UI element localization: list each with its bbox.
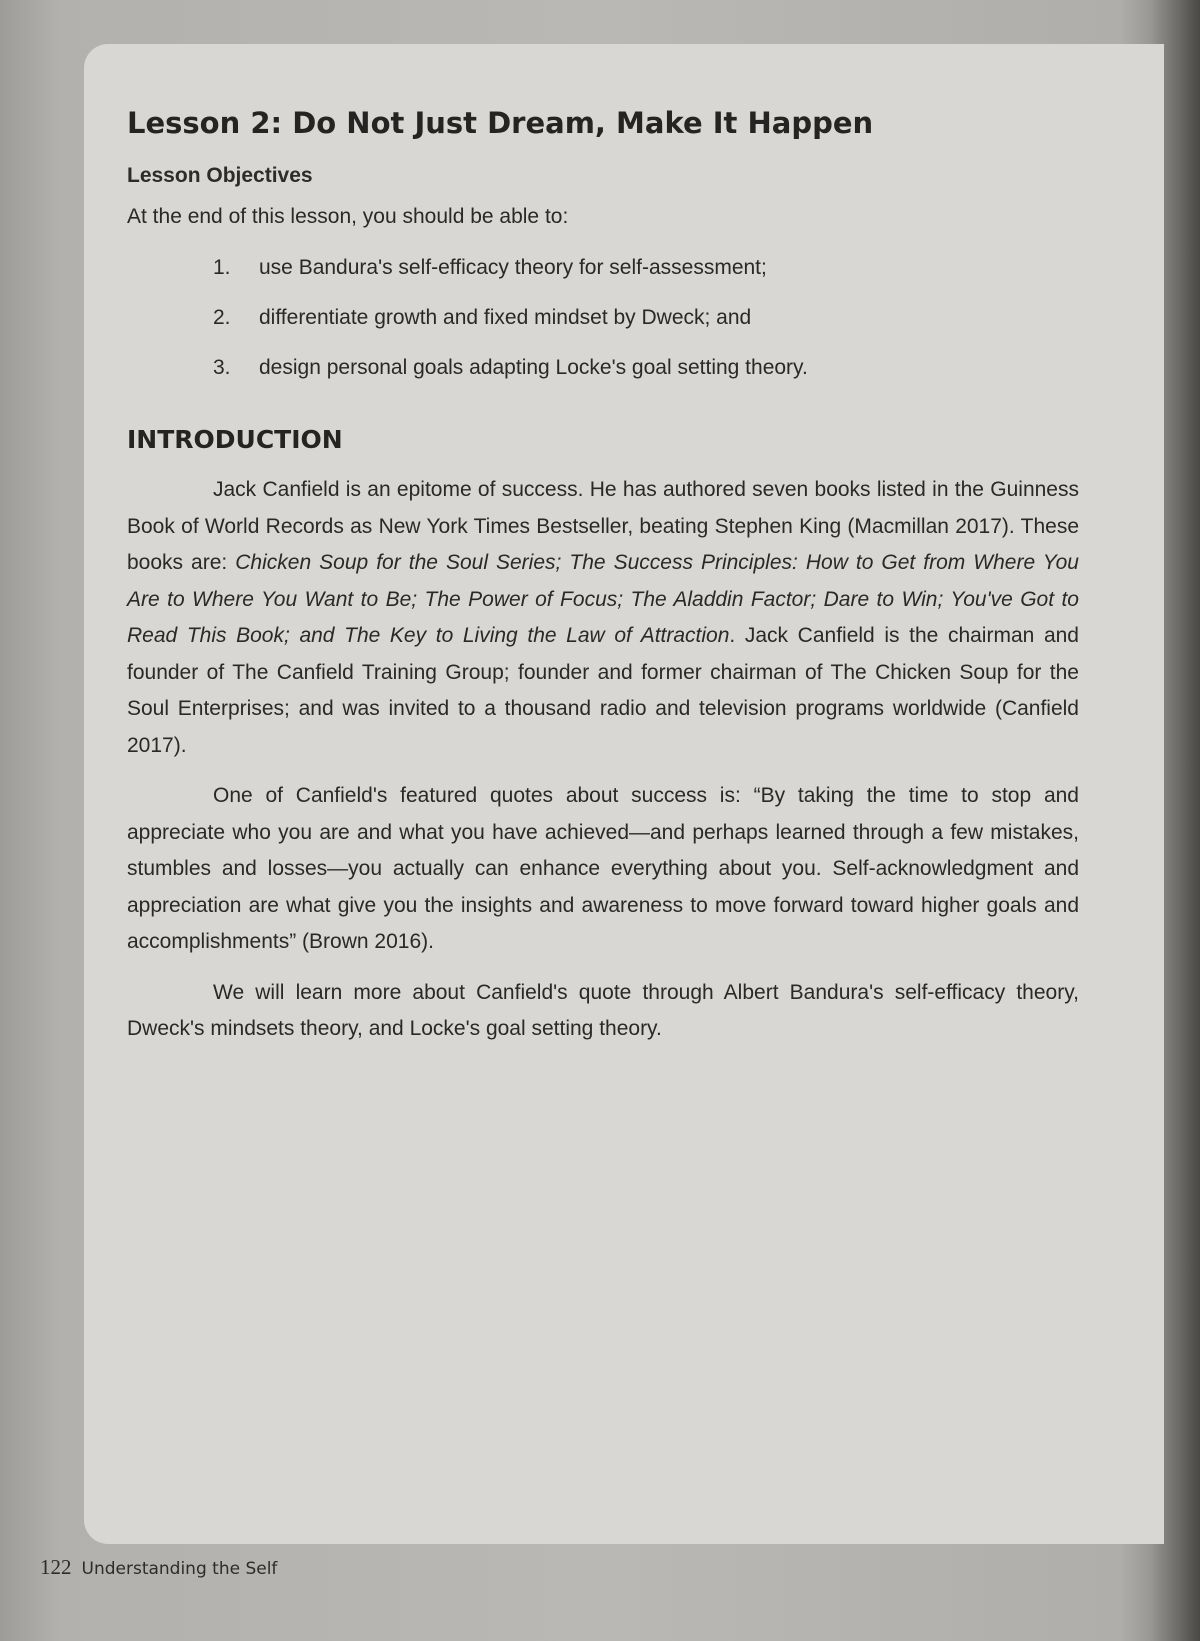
objective-item: [213, 343, 1079, 393]
objectives-heading: Lesson Objectives: [127, 164, 313, 187]
objective-item: [213, 243, 1079, 293]
introduction-heading: INTRODUCTION: [127, 425, 343, 454]
objective-number: 2.: [213, 306, 231, 329]
objectives-intro: At the end of this lesson, you should be able to:: [127, 205, 569, 228]
paragraph-text: . Jack Canfield is the chairman and founder of The Canfield Training Group; founder and former chairman of The Chicken Soup for the Soul Enterprises; and was invited to a thousand radio and television programs worldwide (Canfield 2017).: [127, 624, 1079, 757]
objective-number: 1.: [213, 256, 231, 279]
introduction-paragraph-3: We will learn more about Canfield's quote through Albert Bandura's self-efficacy theory, Dweck's mindsets theory, and Locke's goal setting theory.: [127, 980, 1079, 1040]
introduction-paragraph-1: [127, 472, 1079, 764]
running-book-title: Understanding the Self: [81, 1559, 278, 1579]
objective-number: 3.: [213, 356, 231, 379]
objective-text: differentiate growth and fixed mindset by Dweck; and: [259, 306, 752, 329]
page-content: [127, 106, 1079, 1048]
page-number: 122: [40, 1555, 72, 1579]
page-footer: [40, 1555, 277, 1580]
objective-item: [213, 293, 1079, 343]
introduction-paragraph-2: One of Canfield's featured quotes about success is: “By taking the time to stop and appreciate who you are and what you have achieved—and perhaps learned through a few mistakes, stumbles and losses—you actually can enhance everything about you. Self-acknowledgment and appreciation are what give you the insights and awareness to move forward toward higher goals and accomplishments” (Brown 2016).: [127, 784, 1079, 953]
objectives-list: [127, 243, 1079, 393]
book-titles: Chicken Soup for the Soul Series; The Success Principles: How to Get from Where You Are to Where You Want to Be; The Power of Focus; The Aladdin Factor; Dare to Win; You've Got to Read This Book; and The Key to Living the Law of Attraction: [127, 551, 1079, 647]
lesson-title: Lesson 2: Do Not Just Dream, Make It Happen: [127, 106, 874, 140]
objective-text: use Bandura's self-efficacy theory for self-assessment;: [259, 256, 767, 279]
paragraph-text: Jack Canfield is an epitome of success. He has authored seven books listed in the Guinness Book of World Records as New York Times Bestseller, beating Stephen King (Macmillan 2017). These books are:: [127, 478, 1079, 574]
objective-text: design personal goals adapting Locke's goal setting theory.: [259, 356, 808, 379]
